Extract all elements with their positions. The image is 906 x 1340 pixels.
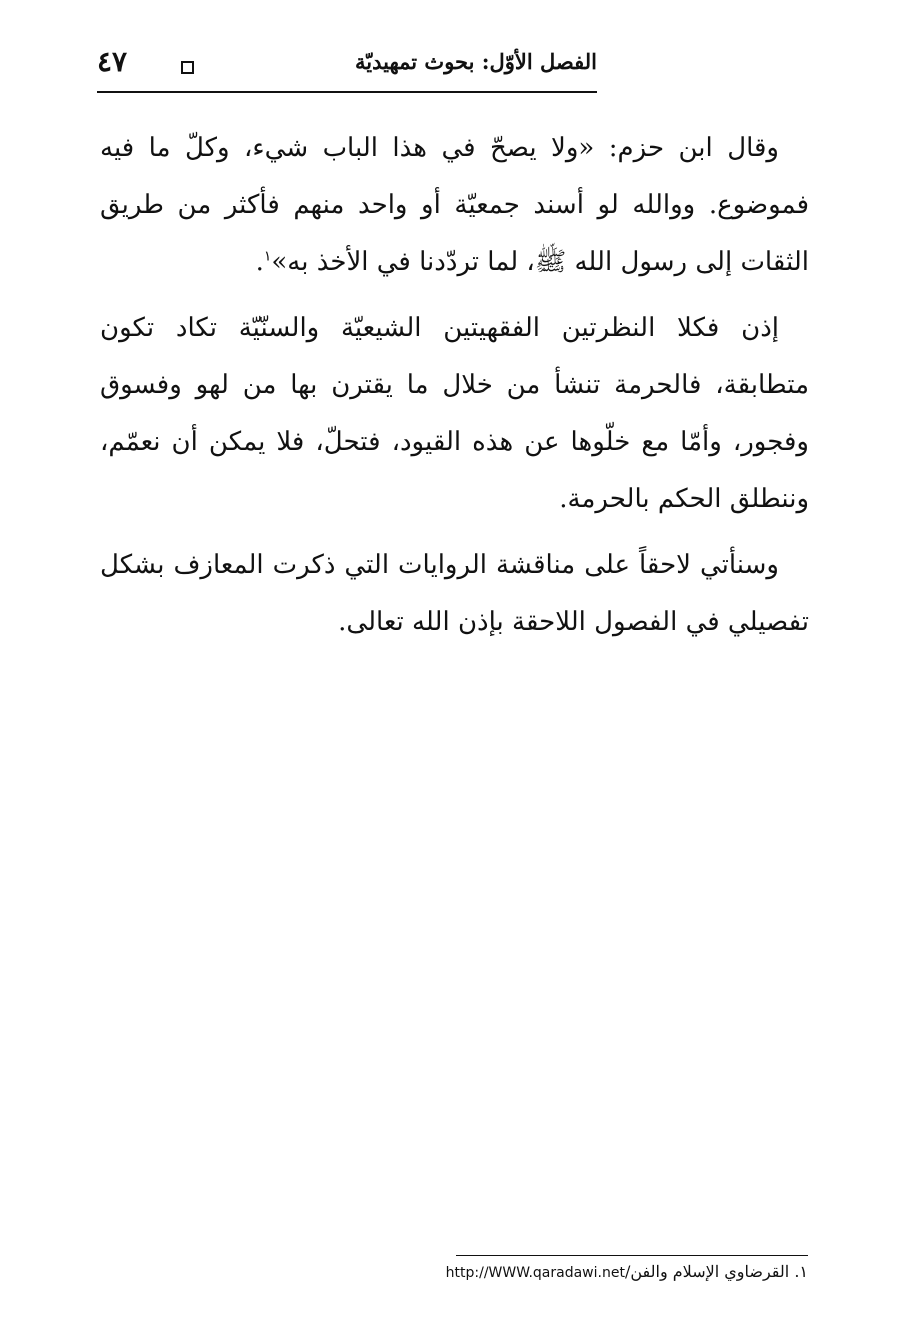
footnote-marker: ١. bbox=[794, 1262, 808, 1281]
chapter-title: الفصل الأوّل: بحوث تمهيديّة bbox=[354, 49, 597, 74]
hollow-square-icon bbox=[181, 61, 194, 74]
running-head bbox=[97, 40, 597, 84]
footnote bbox=[340, 1258, 808, 1287]
footnote-reference[interactable]: ١ bbox=[263, 248, 272, 265]
footnote-text: القرضاوي الإسلام والفن/ bbox=[624, 1262, 790, 1281]
paragraph-outlook: وسنأتي لاحقاً على مناقشة الروايات التي ذكرت المعازف بشكل تفصيلي في الفصول اللاحقة بإذن الله تعالى. bbox=[100, 550, 809, 637]
paragraph-quote-text: وقال ابن حزم: «ولا يصحّ في هذا الباب شيء، وكلّ ما فيه فموضوع. ووالله لو أسند جمعيّة أو واحد منهم فأكثر من طريق الثقات إلى رسول الله ﷺ، لما تردّدنا في الأخذ به» bbox=[100, 133, 809, 277]
paragraph-quote-end: . bbox=[255, 247, 264, 277]
paragraph-conclusion: إذن فكلا النظرتين الفقهيتين الشيعيّة والسنّيّة تكاد تكون متطابقة، فالحرمة تنشأ من خلال ما يقترن بها من لهو وفسوق وفجور، وأمّا مع خلّوها عن هذه القيود، فتحلّ، فلا يمكن أن نعمّم، وننطلق الحكم بالحرمة. bbox=[100, 313, 809, 514]
footnote-url[interactable]: http://WWW.qaradawi.net bbox=[445, 1265, 625, 1281]
paragraph-quote bbox=[100, 120, 809, 291]
page-number: ٤٧ bbox=[97, 45, 128, 78]
header-rule bbox=[97, 91, 597, 93]
footnote-rule bbox=[456, 1255, 808, 1256]
main-text bbox=[100, 120, 809, 660]
